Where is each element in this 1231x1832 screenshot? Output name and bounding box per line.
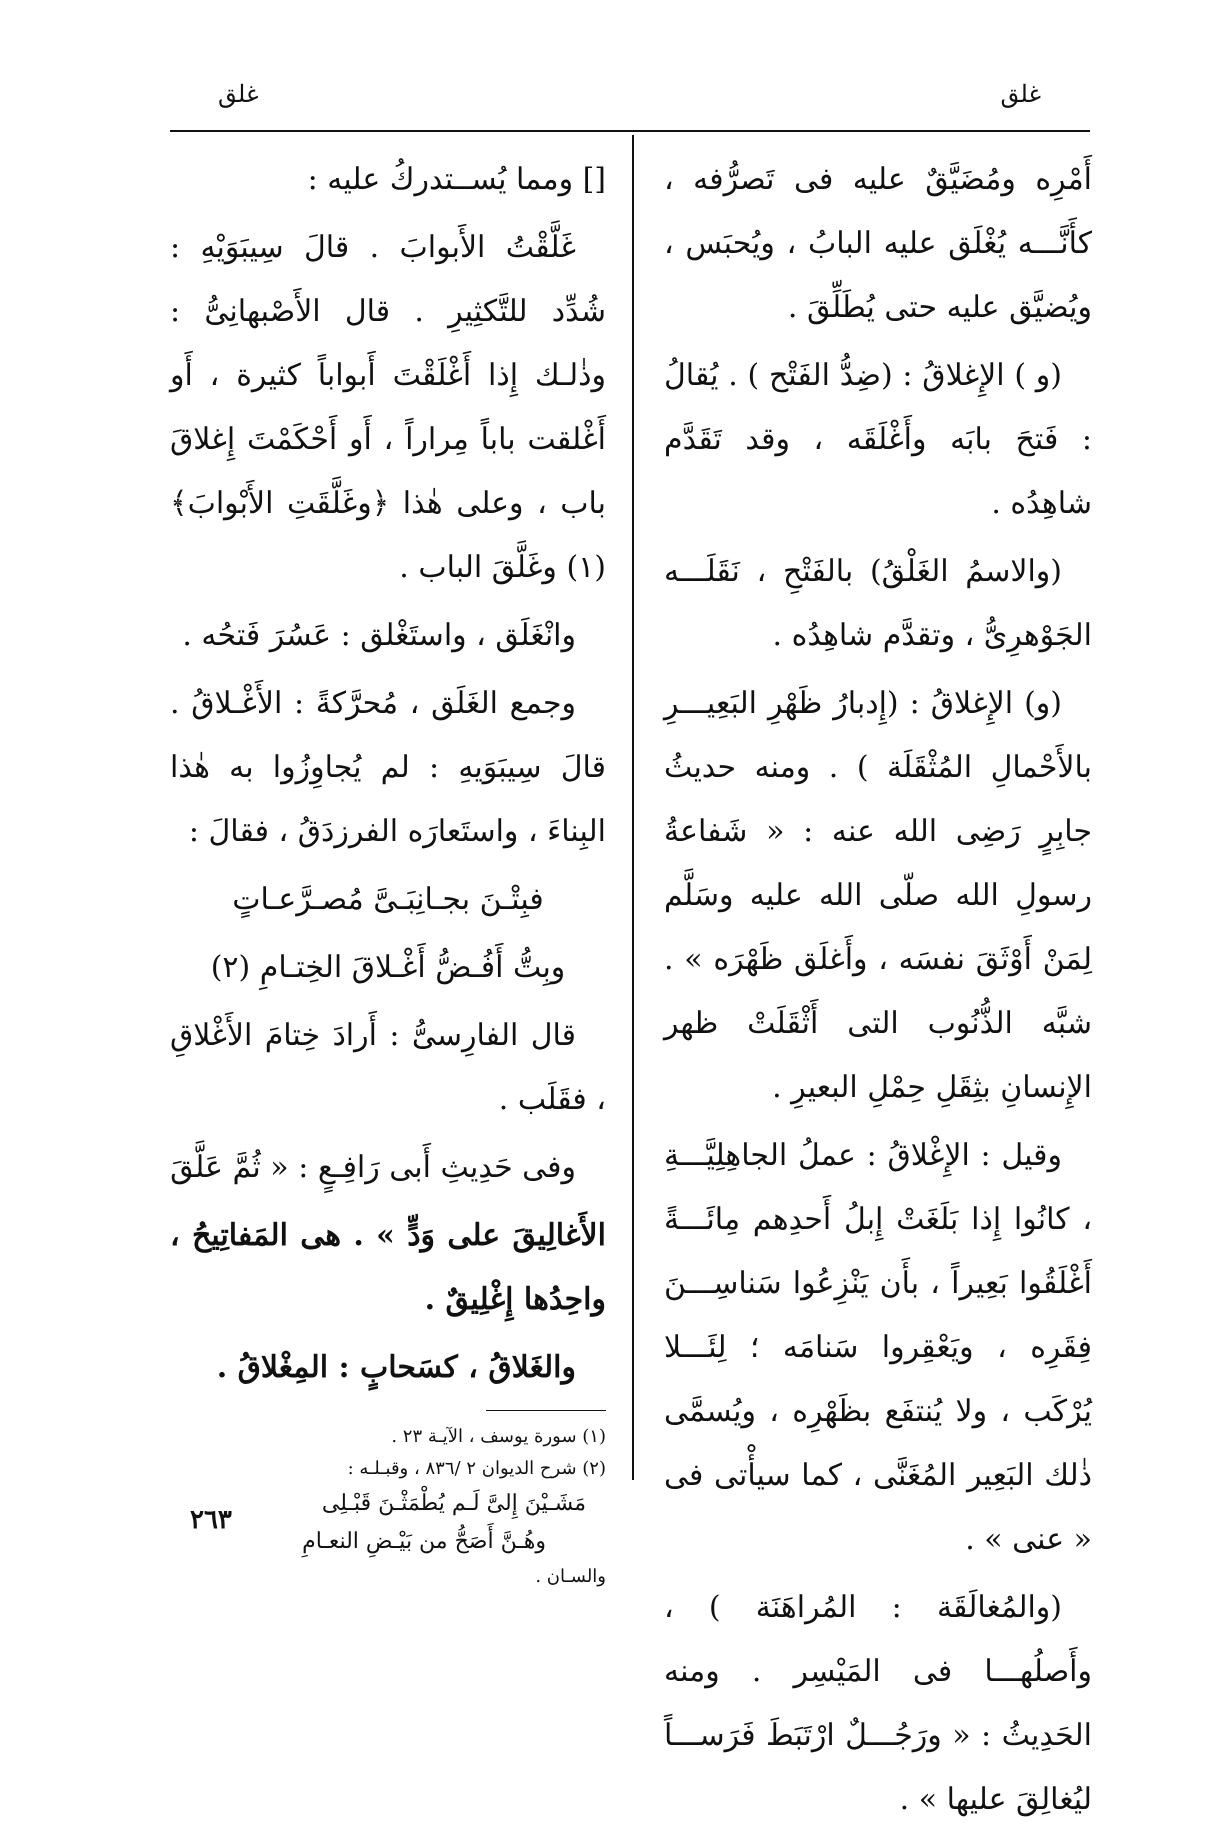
- page-number: ٢٦٣: [190, 1505, 232, 1535]
- header-rule: [170, 130, 1090, 132]
- paragraph: وانْغَلَق ، واستَغْلق : عَسُرَ فَتحُه .: [182, 618, 576, 653]
- section-heading: [] ومما يُســتدركُ عليه :: [307, 162, 606, 197]
- paragraph: (والمُغالَقَة : المُراهَنَة ) ، وأَصلُهـــا فى المَيْسِر . ومنه الحَدِيثُ : « ورَجُـــلٌ ارْتَبَطَ فَرَســـاً ليُغالِقَ عليها » .: [664, 1590, 1092, 1817]
- paragraph: قال الفارِسىُّ : أَرادَ خِتامَ الأَغْلاقِ ، فقَلَب .: [170, 1018, 606, 1117]
- running-header-right: غلق: [1000, 80, 1041, 108]
- paragraph: (و) الإِغلاقُ : (إِدبارُ ظَهْرِ البَعِيـــرِ بالأَحْمالِ المُثْقَلَة ) . ومنه حديثُ جابِرٍ رَضِى الله عنه : « شَفاعةُ رسولِ الله صلّى الله عليه وسَلَّم لِمَنْ أَوْثَقَ نفسَه ، وأَغلَق ظَهْرَه » . شبَّه الذُّنُوب التى أَثْقَلَتْ ظهر الإِنسانِ بثِقَلِ حِمْلِ البعيرِ .: [664, 686, 1092, 1105]
- footnotes: [170, 1421, 606, 1593]
- paragraph: (والاسمُ الغَلْقُ) بالفَتْحِ ، نَقَلَـــه الجَوْهرِىُّ ، وتقدَّم شاهِدُه .: [664, 554, 1092, 653]
- paragraph: وقيل : الإِغْلاقُ : عملُ الجاهِلِيَّـــةِ ، كانُوا إِذا بَلَغَتْ إِبلُ أَحدِهم مِائَـــةً أَغْلَقُوا بَعِيراً ، بأَن يَنْزِعُوا سَناسِـــنَ فِقَرِه ، ويَعْقِروا سَنامَه ؛ لِئَـــلا يُرْكَب ، ولا يُنتفَع بظَهْرِه ، ويُسمَّى ذٰلك البَعِير المُغَنَّى ، كما سيأْتى فى « عنى » .: [664, 1138, 1092, 1557]
- footnote-tail: والسـان .: [535, 1566, 606, 1587]
- paragraph: الأَغالِيقَ على وَدٍّ » . هى المَفاتِيحُ ، واحِدُها إِغْلِيقٌ .: [170, 1218, 606, 1317]
- verse-line: فبِتْـنَ بجـانِبَـىَّ مُصـرَّعـاتٍ: [232, 882, 544, 917]
- running-header-left: غلق: [218, 80, 259, 108]
- verse-line: وبِتُّ أَفُـضُّ أَغْـلاقَ الخِتـامِ (٢): [210, 950, 566, 985]
- column-divider: [632, 135, 634, 1480]
- paragraph: (و ) الإِغلاقُ : (ضِدُّ الفَتْح ) . يُقالُ : فَتحَ بابَه وأَغْلَقَه ، وقد تَقَدَّم شاهِدُه .: [664, 358, 1092, 521]
- footnote: (١) سورة يوسف ، الآيـة ٢٣ .: [391, 1426, 606, 1447]
- left-column: [170, 148, 606, 1593]
- footnote: (٢) شرح الديوان ٢ /٨٣٦ ، وقبـلـه :: [347, 1458, 606, 1479]
- paragraph: أَمْرِه ومُضَيَّقٌ عليه فى تَصرُّفه ، كأَنَّـــه يُغْلَق عليه البابُ ، ويُحبَس ، ويُضيَّق عليه حتى يُطَلِّقَ .: [664, 162, 1092, 325]
- footnote-rule: [486, 1410, 606, 1411]
- paragraph: وجمع الغَلَق ، مُحرَّكةً : الأَغْـلاقُ . قالَ سِيبَوَيهِ : لم يُجاوِزُوا به هٰذا البِناءَ ، واستَعارَه الفرزدَقُ ، فقالَ :: [170, 686, 606, 849]
- footnote-verse: وهُـنَّ أَصَحُّ من بَيْـضِ النعـامِ: [302, 1529, 546, 1554]
- footnote-verse: مَشَـيْنَ إِلىَّ لَـم يُطْمَثْـنَ قَبْـلِى: [321, 1491, 586, 1516]
- paragraph: غَلَّقْتُ الأَبوابَ . قالَ سِيبَوَيْهِ : شُدِّد للتَّكثِيرِ . قال الأَصْبهانِىُّ : وذٰلـك إِذا أَغْلَقْتَ أَبواباً كثيرة ، أَو أَغْلقت باباً مِراراً ، أَو أَحْكَمْتَ إِغلاقَ باب ، وعلى هٰذا ﴿وغَلَّقَتِ الأَبْوابَ﴾ (١) وغَلَّقَ الباب .: [170, 230, 606, 585]
- paragraph: والغَلاقُ ، كسَحابٍ : المِغْلاقُ .: [216, 1350, 576, 1385]
- paragraph: وفى حَدِيثِ أَبى رَافِـعٍ : « ثُمَّ عَلَّقَ: [170, 1150, 576, 1185]
- right-column: [664, 148, 1092, 1832]
